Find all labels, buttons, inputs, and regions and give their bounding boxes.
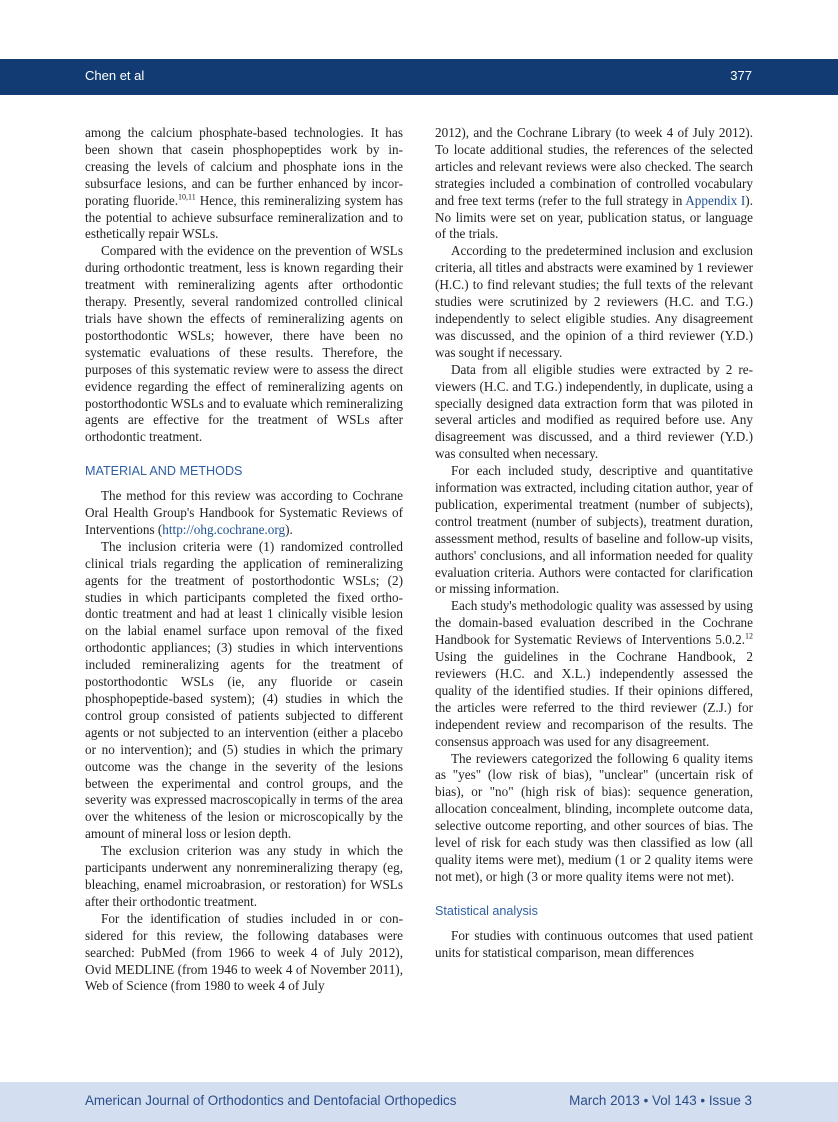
cochrane-link[interactable]: http://ohg.cochrane.org	[162, 521, 286, 537]
paragraph: 2012), and the Cochrane Library (to week 4 of July 2012). To locate additional studies, the references of the selected articles and relevant reviews were also checked. The search strategies included a combination of controlled vocabulary and free text terms (refer to the full strategy in Appendix I). No limits were set on year, publication status, or language of the trials.	[435, 125, 753, 242]
paragraph: For each included study, descriptive and quantitative information was extracted, including citation author, year of publication, experimental treatment (number of subjects), control treatment (number of subjects), treatment duration, assessment method, results of baseline and follow-up visits, authors' conclusions, and all information needed for quality evaluation criteria. Authors were contacted for clarification or missing information.	[435, 463, 753, 597]
journal-name: American Journal of Orthodontics and Dentofacial Orthopedics	[85, 1093, 457, 1108]
paragraph: Each study's methodologic quality was assessed by using the domain-based evaluation described in the Cochrane Handbook for Systematic Reviews of Interventions 5.0.2.12 Using the guidelines in the Cochrane Handbook, 2 reviewers (H.C. and X.L.) independently assessed the quality of the identified studies. If their opinions differed, the articles were referred to the third reviewer (Z.J.) for independent review and recomparison of the results. The consensus approach was used for any disagreement.	[435, 598, 753, 749]
citation-ref[interactable]: 12	[745, 631, 753, 641]
running-header	[0, 59, 838, 95]
paragraph: Data from all eligible studies were extracted by 2 reviewers (H.C. and T.G.) independently, in duplicate, using a specially designed data extraction form that was piloted in several articles and modified as required before use. Any disagreement was discussed, and a third reviewer (Y.D.) was consulted when necessary.	[435, 361, 753, 462]
paragraph: The method for this review was according to Cochrane Oral Health Group's Handbook for Systematic Reviews of Interventions (http://ohg.cochrane.org).	[85, 488, 403, 537]
section-heading-statistics: Statistical analysis	[435, 903, 538, 918]
paragraph: The inclusion criteria were (1) randomized controlled clinical trials regarding the application of remineralizing agents for the treatment of postorthodontic WSLs; (2) studies in which participants completed the fixed orthodontic treatment and had at least 1 clinically visible lesion on the labial enamel surface upon removal of the fixed orthodontic appliances; (3) studies in which interventions included remineralizing agents for the treatment of postorthodontic WSLs (ie, any fluoride or casein phosphopeptide-based system); (4) studies in which the control group consisted of patients subjected to different agents or not subjected to an intervention (either a placebo or no intervention); and (5) studies in which the primary outcome was the change in the severity of the lesions between the experimental and control groups, and the severity was expressed macroscopically in terms of the area over the whiteness of the lesion or microscopically by the amount of mineral loss or lesion depth.	[85, 538, 403, 842]
left-column	[85, 125, 403, 995]
citation-ref[interactable]: 10,11	[178, 192, 196, 202]
paragraph: The reviewers categorized the following 6 quality items as "yes" (low risk of bias), "unclear" (uncertain risk of bias), or "no" (high risk of bias): sequence generation, allocation concealment, blinding, incomplete outcome data, selective outcome reporting, and other sources of bias. The level of risk for each study was then classified as low (all quality items were met), medium (1 or 2 quality items were not met), or high (3 or more quality items were not met).	[435, 750, 753, 884]
right-column	[435, 125, 753, 962]
running-footer	[0, 1082, 838, 1122]
header-authors: Chen et al	[85, 68, 145, 83]
issue-info: March 2013 • Vol 143 • Issue 3	[569, 1093, 752, 1108]
paragraph: Compared with the evidence on the prevention of WSLs during orthodontic treatment, less is known regarding their treatment with remineralizing agents after orthodontic therapy. Presently, several randomized controlled clinical trials have shown the effects of remineralizing agents on postorthodontic WSLs; however, there have been no systematic evaluations of these results. Therefore, the purposes of this systematic review were to assess the direct evidence regarding the effect of remineralizing agents on postorthodontic WSLs and to evaluate which remineralizing agents are effective for the treatment of WSLs after orthodontic treatment.	[85, 243, 403, 445]
paragraph: The exclusion criterion was any study in which the participants underwent any nonremineralizing therapy (eg, bleaching, enamel microabrasion, or restoration) for WSLs after their orthodontic treatment.	[85, 843, 403, 909]
paragraph: For studies with continuous outcomes that used patient units for statistical comparison, mean differences	[435, 927, 753, 960]
paragraph: For the identification of studies included in or considered for this review, the following databases were searched: PubMed (from 1966 to week 4 of July 2012), Ovid MEDLINE (from 1946 to week 4 of November 2011), Web of Science (from 1980 to week 4 of July	[85, 910, 403, 994]
paragraph: According to the predetermined inclusion and exclusion criteria, all titles and abstracts were examined by 1 reviewer (H.C.) to find relevant studies; the full texts of the relevant studies were scrutinized by 2 reviewers (H.C. and T.G.) independently to select eligible studies. Any disagreement was discussed, and the opinion of a third reviewer (Y.D.) was sought if necessary.	[435, 243, 753, 360]
page-number: 377	[730, 68, 752, 83]
section-heading-methods: MATERIAL AND METHODS	[85, 464, 243, 479]
appendix-link[interactable]: Appendix I	[685, 192, 746, 208]
paragraph: among the calcium phosphate-based technologies. It has been shown that casein phosphopeptides work by increasing the levels of calcium and phosphate ions in the subsurface lesions, and can be further enhanced by incorporating fluoride.$^{10,11}$ Hence, this remineralizing system has the potential to achieve subsurface remineralization and to esthetically repair WSLs.	[85, 125, 403, 242]
